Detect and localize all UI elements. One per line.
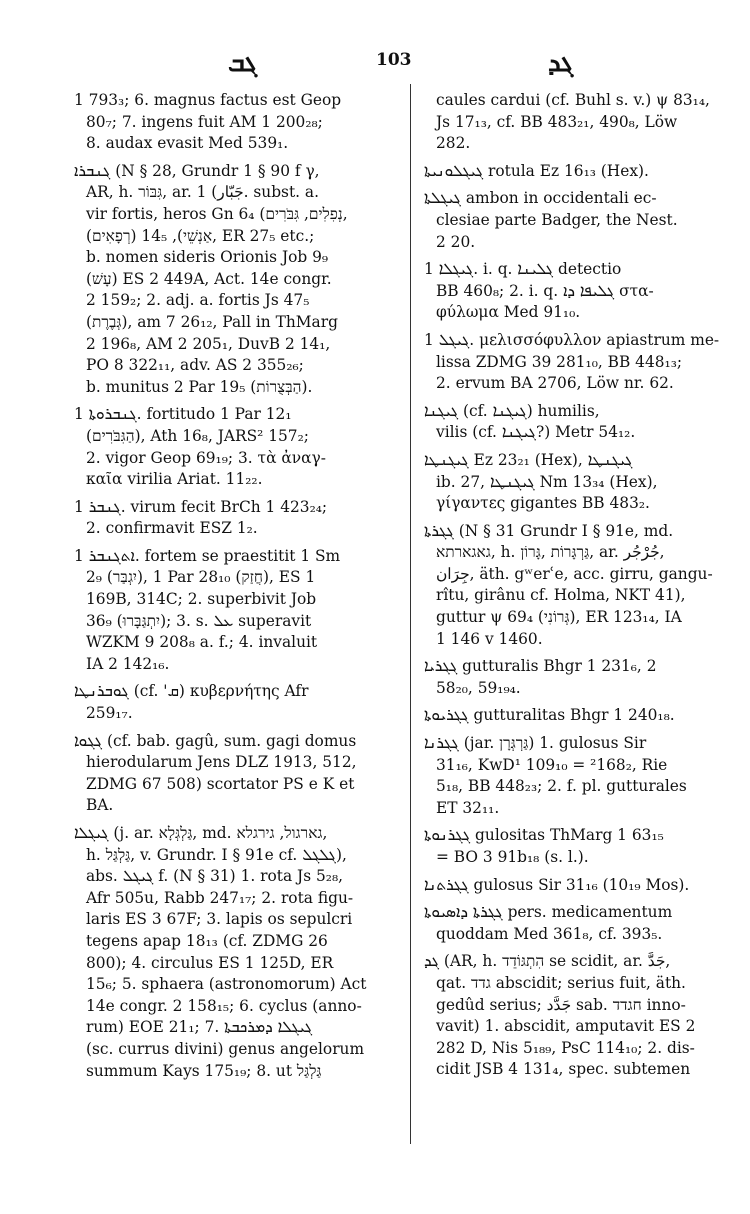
left-column [74,90,396,1082]
entry-headword-line: ܓܓܪܝܐ gutturalis Bhgr 1 231₆, 2 [424,657,657,676]
entry-line: Afr 505u, Rabb 247₁₇; 2. rota figu- [86,888,354,907]
entry-line: b. nomen sideris Orionis Job 9₉ [86,248,329,267]
entry-line: 1 146 v 1460. [436,629,543,648]
entry-line: b. munitus 2 Par 19₅ (הַבְּצֻרוֹת). [86,377,313,396]
entry-headword-line: ܓܢܒܪ 1. virum fecit BrCh 1 423₂₄; [74,497,328,516]
entry-line: vir fortis, heros Gn 6₄ (נְפִלִים, גִּבֹּרִים, [86,204,348,223]
entry-line: 169B, 314C; 2. superbivit Job [86,590,317,609]
entry-line: 282 D, Nis 5₁₈₉, PsC 114₁₀; 2. dis- [436,1038,695,1057]
entry-line: 2. vigor Geop 69₁₉; 3. τὰ ἀναγ- [86,448,326,467]
entry-headword-line: ܓܝܓܠܐ (j. ar. גַּלְגְּלָא, md. גארגול, גירגלא, [74,824,328,842]
entry-headword-line: ܓܝܓܢܐ (cf. ܓܝܓܢܐ) humilis, [424,401,600,420]
entry-line: WZKM 9 208₈ a. f.; 4. invaluit [86,633,318,652]
entry-line: גאגארתא, h. גַּרְגָּרוֹת ,גָּרוֹן, ar. جُرْجُر, [436,543,665,562]
entry-headword-line: ܓܓܪܢܘܬܐ gulositas ThMarg 1 63₁₅ [424,826,664,845]
entry-line: 2. confirmavit ESZ 1₂. [86,519,258,538]
entry-line: καῖα virilia Ariat. 11₂₂. [86,470,263,489]
entry-line: summum Kays 175₁₉; 8. ut גַּלְגַּל [86,1061,322,1080]
entry-line: (sc. currus divini) genus angelorum [86,1039,365,1058]
entry-line: vavit) 1. abscidit, amputavit ES 2 [436,1017,696,1036]
entry-line: φύλωμα Med 91₁₀. [436,303,581,322]
page-number: 103 [376,50,412,70]
entry-headword-line: ܓܝܓܠܬܐ ambon in occidentali ec- [424,189,657,208]
entry-line: ET 32₁₁. [436,798,500,817]
entry-line: 31₁₆, KwD¹ 109₁₀ = ²168₂, Rie [436,755,668,774]
entry-line: (הַגִּבֹּרִים), Ath 16₈, JARS² 157₂; [86,426,309,445]
entry-line: 5₁₈, BB 448₂₃; 2. f. pl. gutturales [436,777,687,796]
entry-line: AR, h. גִּבּוֹר, ar. جَبّار) 1. subst. a. [86,183,319,202]
entry-line: γίγαντες gigantes BB 483₂. [436,494,650,513]
entry-line: clesiae parte Badger, the Nest. [436,210,678,229]
entry-line: 80₇; 7. ingens fuit AM 1 200₂₈; [86,112,323,131]
entry-line: gedûd serius; جَدَّد sab. חגדד inno- [436,995,686,1014]
entry-line: BA. [86,796,114,815]
entry-line: quoddam Med 361₈, cf. 393₅. [436,924,663,943]
entry-line: 58₂₀, 59₁₉₄. [436,678,521,697]
entry-line: 259₁₇. [86,704,133,723]
entry-headword-line: ܓܝܓܠܐ 1. i. q. ܓܠܝܢܐ detectio [424,260,622,279]
entry-line: guttur ψ 69₄ (גְּרוֹנִי), ER 123₁₄, IA [436,608,682,627]
entry-line: 2 196₈, AM 2 205₁, DuvB 2 14₁, [86,334,331,353]
entry-line: abs. ܓܝܓܠ f. (N § 31) 1. rota Js 5₂₈, [86,867,344,886]
entry-line: BB 460₈; 2. i. q. ܓܠܝܦܐ ܕܐ στα- [436,281,654,300]
entry-line: qat. גדד abscidit; serius fuit, äth. [436,973,686,992]
entry-line: ib. 27, ܓܝܓܢܛܐ Nm 13₃₄ (Hex), [436,472,658,491]
entry-line: אַנְשֵׁי), 14₅ (רְפָאִים), ER 27₅ etc.; [86,226,315,245]
header-right-catchword: ܓܕ [548,48,574,78]
entry-line: PO 8 322₁₁, adv. AS 2 355₂₆; [86,356,304,375]
header-left-catchword: ܓܒ [228,48,258,78]
entry-line: 2. ervum BA 2706, Löw nr. 62. [436,374,674,393]
entry-line: 2₉ (יִגְבַּר), 1 Par 28₁₀ (חֲזַק), ES 1 [86,568,316,587]
entry-headword-line: ܓܢܒܪܘܬܐ 1. fortitudo 1 Par 12₁ [74,405,292,424]
entry-line: rum) EOE 21₁; 7. ܓܝܓܠܐ ܕܡܪܟܒܬܐ [86,1018,313,1037]
entry-headword-line: ܓܘܒܪܢܛܐ (cf. 'ܩ) κυβερνήτης Afr [74,682,309,701]
right-column [424,90,730,1081]
entry-line: (עָשׁ) ES 2 449A, Act. 14e congr. [86,269,332,288]
entry-line: 36₉ (יִתְגַּבָּרוּ); 3. s. ܥܠ superavit [86,611,312,630]
entry-line: 15₆; 5. sphaera (astronomorum) Act [86,975,367,994]
entry-headword-line: ܓܓܪܬܢܐ gulosus Sir 31₁₆ (10₁₉ Mos). [424,875,690,894]
entry-headword-line: ܓܢܒܪܐ (N § 28, Grundr 1 § 90 f γ, [74,161,320,180]
entry-line: 2 20. [436,232,476,251]
entry-line: Js 17₁₃, cf. BB 483₂₁, 490₈, Löw [436,112,678,131]
entry-headword-line: ܐܬܓܢܒܪ 1. fortem se praestitit 1 Sm [74,546,341,565]
entry-headword-line: 1 793₃; 6. magnus factus est Geop [74,91,342,109]
entry-headword-line: ܓܝܓܠ 1. μελισσόφυλλον apiastrum me- [424,330,720,349]
entry-headword-line: ܓܓܘܐ (cf. bab. gagû, sum. gagi domus [74,731,357,750]
entry-line: 8. audax evasit Med 539₁. [86,134,289,153]
column-divider [410,84,411,1144]
entry-line: 800); 4. circulus ES 1 125D, ER [86,953,334,972]
entry-line: hierodularum Jens DLZ 1913, 512, [86,753,357,772]
entry-headword-line: ܓܕ (AR, h. הִתְגּוֹדֵד se scidit, ar. جَدَّ, [424,952,671,971]
entry-headword-line: ܓܝܓܢܛܐ Ez 23₂₁ (Hex), ܓܝܓܢܛܐ [424,450,633,469]
entry-line: lissa ZDMG 39 281₁₀, BB 448₁₃; [436,352,683,371]
page-header [0,44,750,78]
entry-headword-line: ܓܓܪܬܐ (N § 31 Grundr I § 91e, md. [424,521,674,540]
entry-line: caules cardui (cf. Buhl s. v.) ψ 83₁₄, [436,91,710,109]
entry-line: ZDMG 67 508) scortator PS e K et [86,774,355,793]
entry-line: جِرَان, äth. gʷerʿe, acc. girru, gangu- [436,564,713,583]
entry-line: IA 2 142₁₆. [86,654,170,673]
entry-line: 282. [436,134,471,153]
entry-line: laris ES 3 67F; 3. lapis os sepulcri [86,910,353,929]
entry-line: 2 159₂; 2. adj. a. fortis Js 47₅ [86,291,310,310]
entry-line: = BO 3 91b₁₈ (s. l.). [436,848,589,866]
entry-headword-line: ܓܓܪܢܐ (jar. גַּרְגְּרָן) 1. gulosus Sir [424,734,647,753]
entry-line: cidit JSB 4 131₄, spec. subtemen [436,1060,691,1079]
entry-line: vilis (cf. ܓܝܓܢܐ?) Metr 54₁₂. [436,423,636,442]
entry-headword-line: ܓܓܪܝܘܬܐ gutturalitas Bhgr 1 240₁₈. [424,706,675,725]
entry-headword-line: ܓܓܪܬܐ ܕܐܣܝܘܬܐ pers. medicamentum [424,903,673,922]
entry-line: rîtu, girânu cf. Holma, NKT 41), [436,586,686,605]
entry-line: h. גַּלְגַּל, v. Grundr. I § 91e cf. ܓܠܓܠ), [86,845,347,864]
entry-line: tegens apap 18₁₃ (cf. ZDMG 26 [86,931,328,950]
entry-line: (גְּבֶרֶת), am 7 26₁₂, Pall in ThMarg [86,312,338,331]
entry-line: 14e congr. 2 158₁₅; 6. cyclus (anno- [86,996,362,1015]
entry-headword-line: ܓܝܓܠܘܢܝܬܐ rotula Ez 16₁₃ (Hex). [424,161,649,180]
